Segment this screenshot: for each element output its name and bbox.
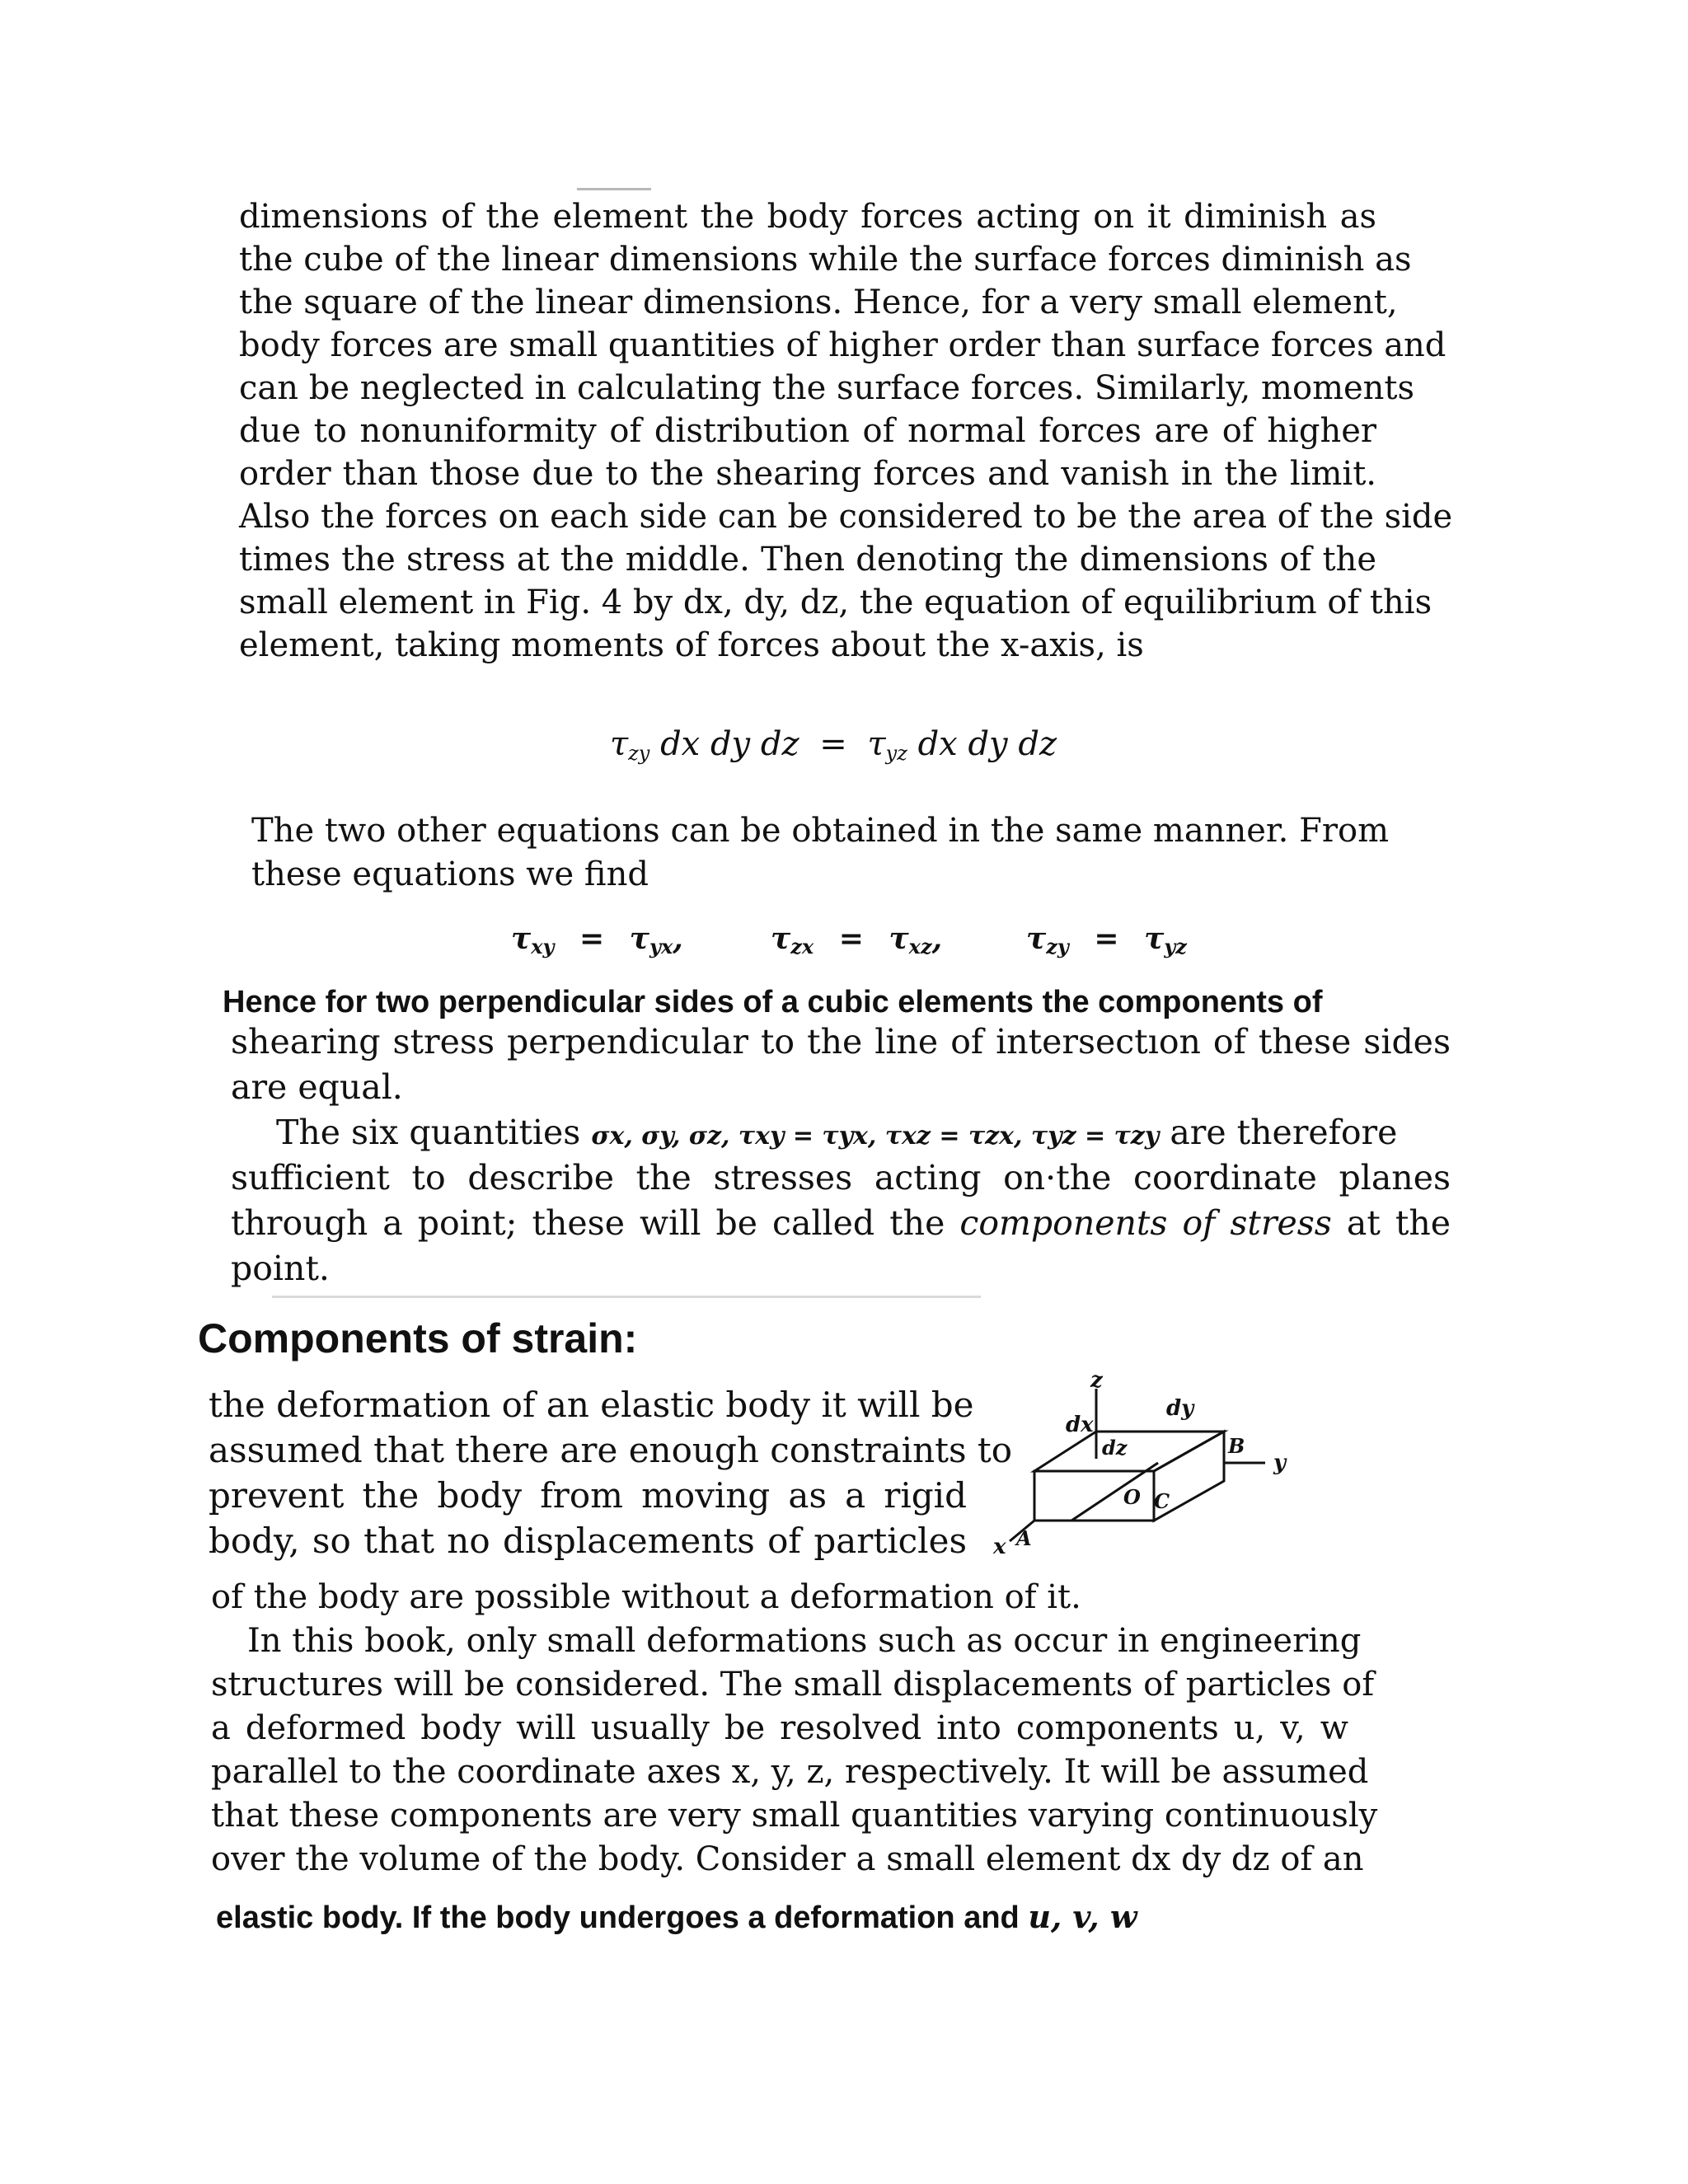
tau-symbol: τ <box>629 921 649 956</box>
text-line: parallel to the coordinate axes x, y, z, respectively. It will be assumed <box>211 1753 1369 1791</box>
bold-statement: Hence for two perpendicular sides of a cubic elements the components of <box>223 985 1323 1019</box>
equation-term: dx dy dz <box>917 725 1057 763</box>
text-line: body, so that no displacements of particles <box>209 1521 967 1561</box>
stress-symbols: σx, σy, σz, τxy = τyx, τxz = τzx, τyz = τzy <box>591 1122 1160 1151</box>
equals-sign: = <box>838 921 864 956</box>
text-line <box>231 1203 1451 1243</box>
text-line: The two other equations can be obtained in the same manner. From <box>251 812 1389 850</box>
text-line: these equations we find <box>251 855 649 893</box>
text-span: are therefore <box>1170 1113 1398 1152</box>
text-line: can be neglected in calculating the surface forces. Similarly, moments <box>239 369 1415 407</box>
text-line: element, taking moments of forces about the x-axis, is <box>239 626 1144 664</box>
equals-sign: = <box>1094 921 1119 956</box>
label-y: y <box>1273 1451 1287 1475</box>
text-line: a deformed body will usually be resolved into components u, v, w <box>211 1709 1348 1747</box>
text-line: order than those due to the shearing forces and vanish in the limit. <box>239 455 1376 493</box>
text-line: small element in Fig. 4 by dx, dy, dz, the equation of equilibrium of this <box>239 583 1432 621</box>
text-span: The six quantities <box>276 1113 581 1152</box>
subscript: yz <box>885 742 907 765</box>
label-C: C <box>1154 1489 1170 1513</box>
text-line: dimensions of the element the body forces acting on it diminish as <box>239 198 1376 236</box>
subscript: yz <box>1164 935 1187 958</box>
text-line: sufficient to describe the stresses acting on·the coordinate planes <box>231 1158 1451 1197</box>
scan-artifact <box>577 188 651 190</box>
six-quantities-line <box>276 1113 1397 1152</box>
displacement-vars: u, v, w <box>1028 1898 1137 1935</box>
element-figure <box>985 1372 1331 1586</box>
text-line: In this book, only small deformations such as occur in engineering <box>247 1622 1362 1660</box>
tau-symbol: τ <box>889 921 909 956</box>
text-line: that these components are very small quantities varying continuously <box>211 1797 1378 1835</box>
comma: , <box>673 921 683 956</box>
section-heading: Components of strain: <box>198 1315 638 1361</box>
text-span: at the <box>1346 1203 1451 1243</box>
text-span: elastic body. If the body undergoes a deformation and <box>216 1900 1020 1935</box>
text-line: the square of the linear dimensions. Hence, for a very small element, <box>239 284 1398 321</box>
text-line: the deformation of an elastic body it will be <box>209 1385 974 1425</box>
subscript: zy <box>628 742 650 765</box>
top-face <box>1034 1432 1224 1471</box>
label-z: z <box>1090 1372 1103 1393</box>
tau-symbol: τ <box>1144 921 1165 956</box>
label-dx: dx <box>1066 1413 1094 1437</box>
equilibrium-equation <box>610 725 1057 765</box>
label-A: A <box>1016 1526 1032 1550</box>
shear-symmetry-equation-3 <box>1026 921 1187 958</box>
text-line: prevent the body from moving as a rigid <box>209 1475 967 1516</box>
equals-sign: = <box>579 921 605 956</box>
text-span: through a point; these will be called the <box>231 1203 945 1243</box>
text-line: Also the forces on each side can be considered to be the area of the side <box>239 498 1453 536</box>
text-line: the cube of the linear dimensions while the surface forces diminish as <box>239 241 1412 279</box>
label-O: O <box>1123 1485 1141 1509</box>
subscript: zy <box>1046 935 1069 958</box>
label-dz: dz <box>1102 1436 1128 1460</box>
text-line: structures will be considered. The small displacements of particles of <box>211 1666 1375 1704</box>
tau-symbol: τ <box>610 725 629 763</box>
subscript: yx <box>649 935 673 958</box>
text-line: over the volume of the body. Consider a small element dx dy dz of an <box>211 1840 1364 1878</box>
text-line: due to nonuniformity of distribution of normal forces are of higher <box>239 412 1376 450</box>
tau-symbol: τ <box>511 921 532 956</box>
text-line: are equal. <box>231 1067 403 1107</box>
text-line: times the stress at the middle. Then denoting the dimensions of the <box>239 541 1376 579</box>
tau-symbol: τ <box>867 725 886 763</box>
final-statement <box>216 1898 1137 1936</box>
comma: , <box>931 921 943 956</box>
scan-artifact <box>272 1296 981 1298</box>
text-line: of the body are possible without a deformation of it. <box>211 1578 1081 1616</box>
text-line: shearing stress perpendicular to the line of intersectıon of these sides <box>231 1022 1451 1062</box>
text-line: body forces are small quantities of higher order than surface forces and <box>239 326 1447 364</box>
equals-sign: = <box>819 725 847 763</box>
subscript: zx <box>790 935 814 958</box>
tau-symbol: τ <box>771 921 791 956</box>
text-line: assumed that there are enough constraints to <box>209 1430 1013 1470</box>
shear-symmetry-equation-2 <box>771 921 942 958</box>
label-x: x <box>993 1535 1006 1559</box>
equation-term: dx dy dz <box>660 725 799 763</box>
text-line: point. <box>231 1249 330 1288</box>
tau-symbol: τ <box>1026 921 1047 956</box>
label-B: B <box>1228 1434 1245 1458</box>
label-dy: dy <box>1166 1396 1194 1421</box>
subscript: xz <box>908 935 932 958</box>
subscript: xy <box>531 935 555 958</box>
emphasis-text: components of stress <box>959 1203 1332 1243</box>
shear-symmetry-equation-1 <box>511 921 683 958</box>
